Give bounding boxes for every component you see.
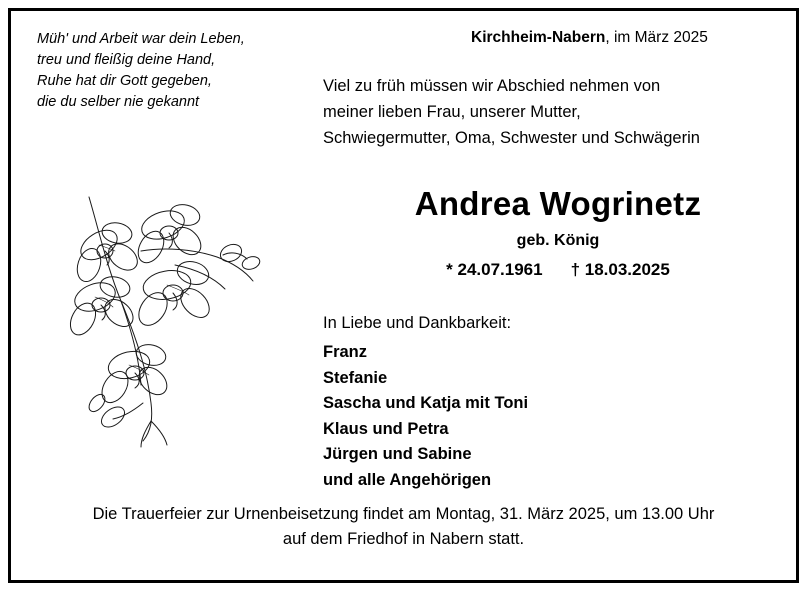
mourners-heading: In Liebe und Dankbarkeit:: [323, 314, 512, 332]
intro-line: Viel zu früh müssen wir Abschied nehmen von: [323, 77, 661, 95]
life-dates: [323, 260, 793, 280]
date-text: , im März 2025: [605, 29, 708, 46]
list-item: Franz: [323, 343, 368, 361]
verse-line: die du selber nie gekannt: [37, 94, 200, 110]
main-column: [323, 73, 793, 493]
intro-line: Schwiegermutter, Oma, Schwester und Schwägerin: [323, 129, 700, 147]
place-name: Kirchheim-Nabern: [471, 29, 606, 46]
verse-line: Müh' und Arbeit war dein Leben,: [37, 31, 245, 47]
orchid-illustration: [55, 189, 285, 449]
maiden-name: geb. König: [516, 232, 600, 249]
mourners-list: [323, 340, 793, 493]
page-content: [11, 11, 796, 580]
footer-line: auf dem Friedhof in Nabern statt.: [282, 530, 525, 548]
verse-line: Ruhe hat dir Gott gegeben,: [37, 73, 212, 89]
funeral-details: [22, 502, 785, 552]
intro-text: [323, 73, 793, 151]
birth-date: * 24.07.1961: [446, 260, 543, 279]
intro-line: meiner lieben Frau, unserer Mutter,: [323, 103, 581, 121]
list-item: Jürgen und Sabine: [323, 445, 472, 463]
death-date: † 18.03.2025: [570, 260, 670, 279]
verse-line: treu und fleißig deine Hand,: [37, 52, 216, 68]
list-item: Sascha und Katja mit Toni: [323, 394, 529, 412]
list-item: und alle Angehörigen: [323, 470, 492, 489]
place-date-line: [471, 29, 708, 47]
list-item: Klaus und Petra: [323, 419, 449, 438]
deceased-name: Andrea Wogrinetz: [414, 185, 702, 222]
footer-line: Die Trauerfeier zur Urnenbeisetzung findet am Montag, 31. März 2025, um 13.00 Uhr: [92, 505, 715, 523]
verse-block: [37, 29, 245, 113]
list-item: Stefanie: [323, 368, 388, 387]
